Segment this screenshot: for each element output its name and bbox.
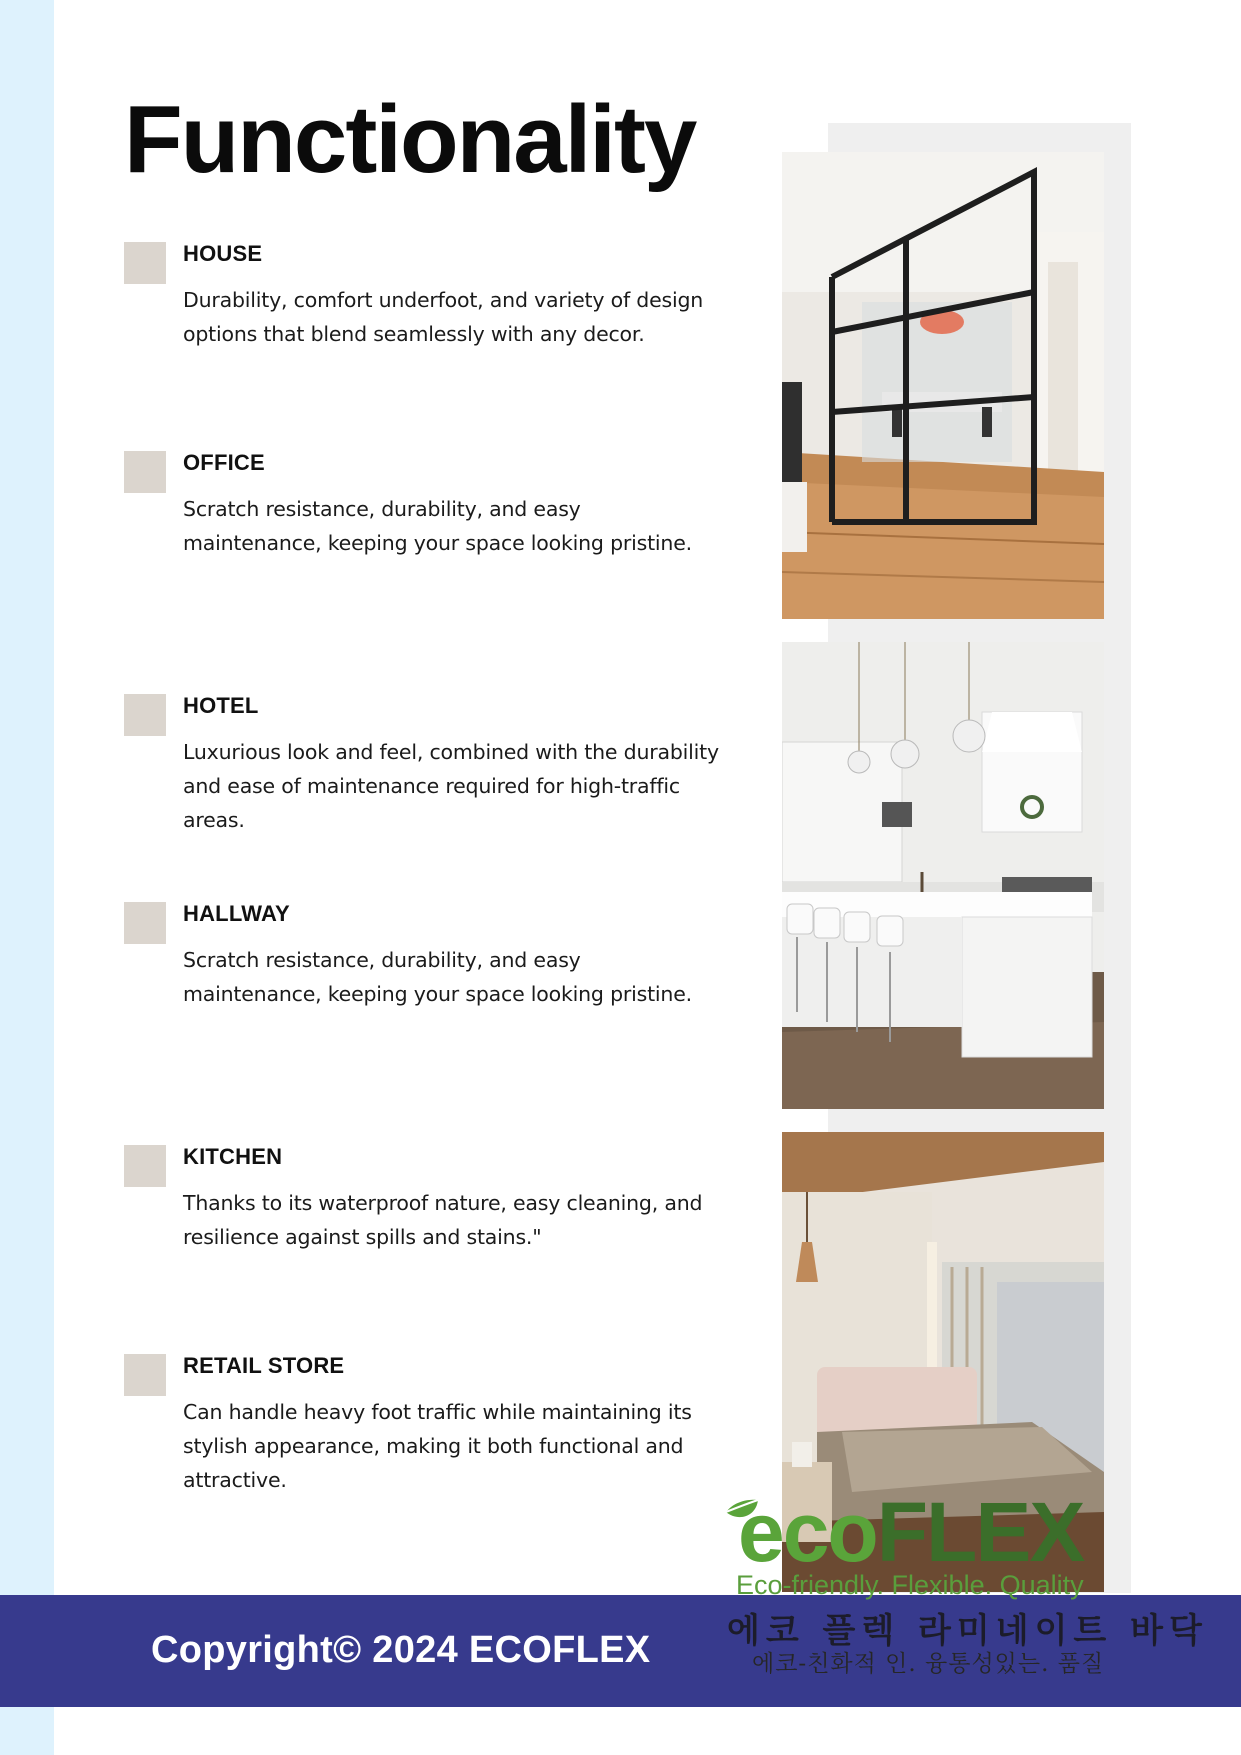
office-photo <box>782 152 1104 619</box>
bullet-square <box>124 902 166 944</box>
bullet-square <box>124 1145 166 1187</box>
bullet-square <box>124 451 166 493</box>
ecoflex-logo <box>718 1485 1208 1682</box>
item-text: Thanks to its waterproof nature, easy cleaning, and resilience against spills and stains." <box>183 1191 703 1249</box>
page-title: Functionality <box>124 86 696 193</box>
logo-tagline: Eco-friendly. Flexible. Quality <box>736 1570 1084 1600</box>
item-text: Can handle heavy foot traffic while maintaining its stylish appearance, making it both functional and attractive. <box>183 1400 692 1492</box>
item-heading: RETAIL STORE <box>183 1353 345 1378</box>
item-text: Durability, comfort underfoot, and variety of design options that blend seamlessly with any decor. <box>183 288 704 346</box>
logo-flex-text: FLEX <box>876 1485 1084 1579</box>
item-text: Luxurious look and feel, combined with the durability and ease of maintenance required for high-traffic areas. <box>183 740 719 832</box>
copyright-text: Copyright© 2024 ECOFLEX <box>151 1629 651 1671</box>
left-accent-strip <box>0 0 54 1755</box>
item-heading: HALLWAY <box>183 901 290 926</box>
item-text: Scratch resistance, durability, and easy maintenance, keeping your space looking pristine. <box>183 497 692 555</box>
bullet-square <box>124 1354 166 1396</box>
item-heading: KITCHEN <box>183 1144 283 1169</box>
logo-korean-tagline: 에코-친화적 인. 융통성있는. 품질 <box>752 1651 1105 1677</box>
item-text: Scratch resistance, durability, and easy maintenance, keeping your space looking pristine. <box>183 948 692 1006</box>
logo-korean-name: 에코 플렉 라미네이트 바닥 <box>727 1611 1208 1651</box>
bullet-square <box>124 694 166 736</box>
kitchen-photo <box>782 642 1104 1109</box>
bullet-square <box>124 242 166 284</box>
logo-eco-text: eco <box>738 1485 877 1579</box>
item-heading: HOTEL <box>183 693 259 718</box>
item-heading: HOUSE <box>183 241 263 266</box>
logo-wordmark <box>738 1485 1084 1579</box>
item-heading: OFFICE <box>183 450 265 475</box>
